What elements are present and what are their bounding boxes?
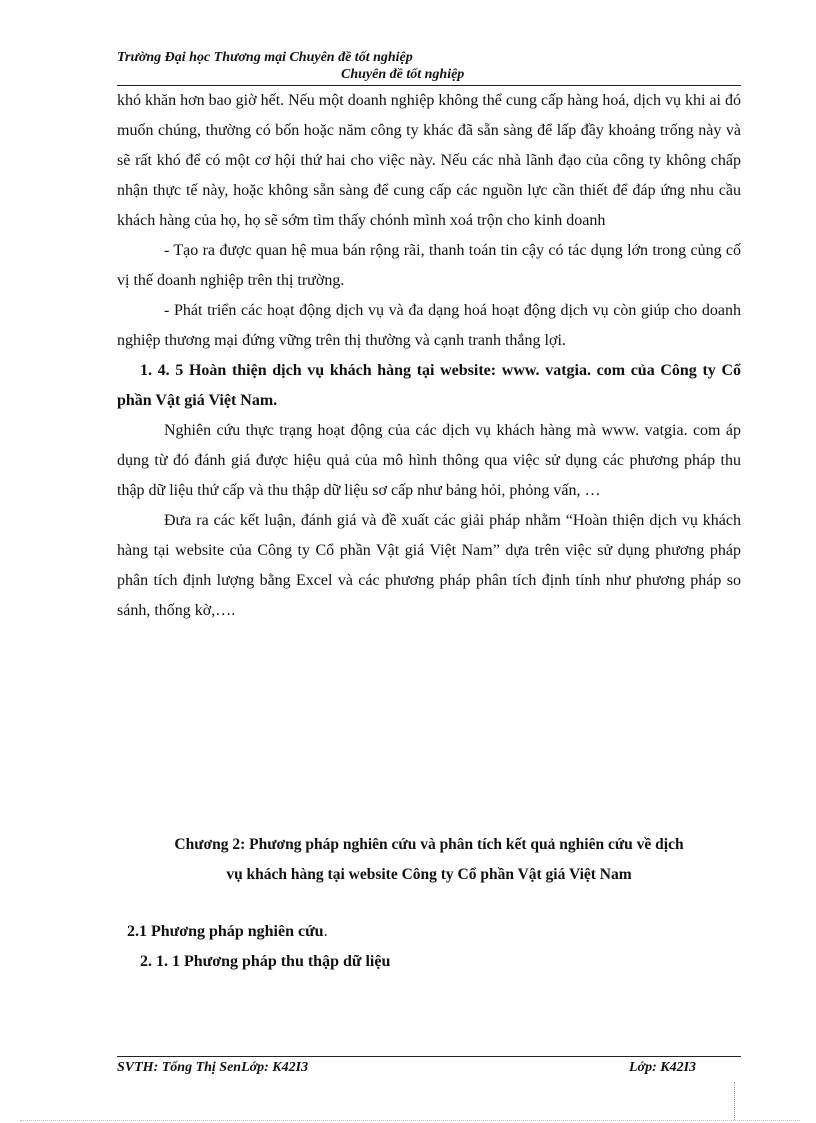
section-2-1-label: 2.1 Phương pháp nghiên cứu [127,923,324,940]
paragraph-3: - Phát triển các hoạt động dịch vụ và đa dạng hoá hoạt động dịch vụ còn giúp cho doanh nghiệp thương mại đứng vững trên thị thường và cạnh tranh thắng lợi. [117,302,741,349]
chapter-2-title [117,830,741,890]
section-heading-1-4-5: 1. 4. 5 Hoàn thiện dịch vụ khách hàng tại website: www. vatgia. com của Công ty Cổ phần Vật giá Việt Nam. [117,362,741,409]
header-line-1: Trường Đại học Thương mại Chuyên đề tốt nghiệp [117,50,413,65]
chapter-title-line-1: Chương 2: Phương pháp nghiên cứu và phân tích kết quả nghiên cứu về dịch [174,836,684,853]
section-2-1-dot: . [323,923,328,940]
section-2-1-heading [127,923,328,941]
paragraph-1: khó khăn hơn bao giờ hết. Nếu một doanh nghiệp không thể cung cấp hàng hoá, dịch vụ khi ai đó muốn chúng, thường có bốn hoặc năm công ty khác đã sẵn sàng để lấp đầy khoảng trống này và sẽ rất khó để có một cơ hội thứ hai cho việc này. Nếu các nhà lãnh đạo của công ty không chấp nhận thực tế này, hoặc không sẵn sàng để cung cấp các nguồn lực cần thiết để đáp ứng nhu cầu khách hàng của họ, họ sẽ sớm tìm thấy chónh mình xoá trộn cho kinh doanh [117,92,741,229]
body-text [117,86,741,626]
paragraph-4: Nghiên cứu thực trạng hoạt động của các dịch vụ khách hàng mà www. vatgia. com áp dụng từ đó đánh giá được hiệu quả của mô hình thông qua việc sử dụng các phương pháp thu thập dữ liệu thứ cấp và thu thập dữ liệu sơ cấp như bảng hỏi, phỏng vấn, … [117,422,741,499]
footer-right: Lớp: K42I3 [629,1060,697,1075]
header-line-2: Chuyên đề tốt nghiệp [341,67,465,82]
paragraph-2: - Tạo ra được quan hệ mua bán rộng rãi, thanh toán tin cậy có tác dụng lớn trong củng cố vị thế doanh nghiệp trên thị trường. [117,242,741,289]
page-bottom-edge [20,1120,800,1121]
paragraph-5: Đưa ra các kết luận, đánh giá và đề xuất các giải pháp nhằm “Hoàn thiện dịch vụ khách hàng tại website của Công ty Cổ phần Vật giá Việt Nam” dựa trên việc sử dụng phương pháp phân tích định lượng bằng Excel và các phương pháp phân tích định tính như phương pháp so sánh, thống kờ,…. [117,512,741,619]
page-margin-marker [734,1082,735,1120]
footer-left: SVTH: Tống Thị SenLớp: K42I3 [117,1060,309,1075]
footer-rule [117,1056,741,1057]
section-2-1-1-heading: 2. 1. 1 Phương pháp thu thập dữ liệu [140,953,391,970]
chapter-title-line-2: vụ khách hàng tại website Công ty Cổ phần Vật giá Việt Nam [226,866,632,883]
